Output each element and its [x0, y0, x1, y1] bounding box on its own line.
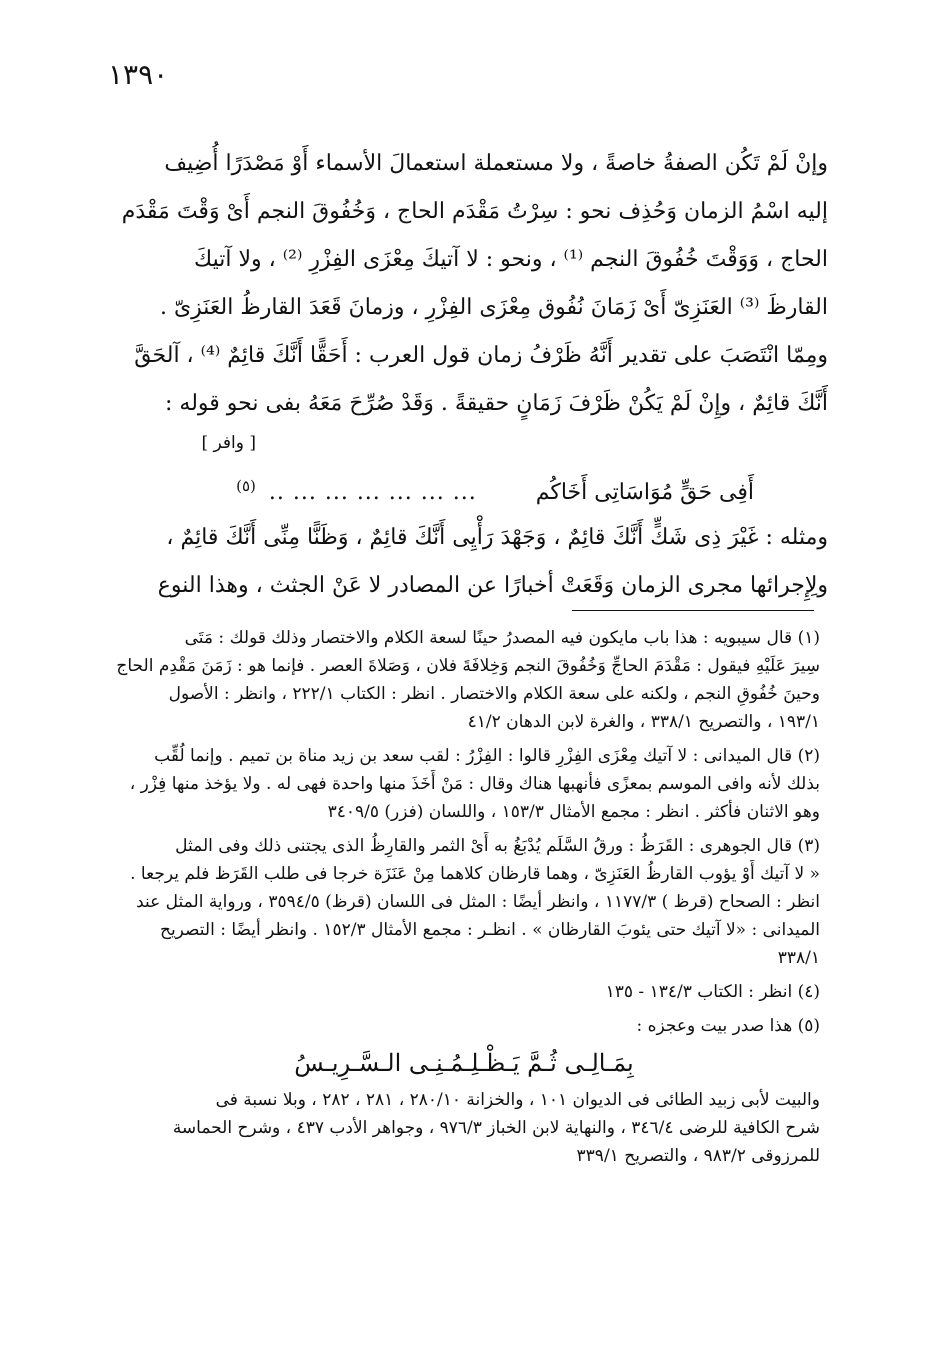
- footnote-line: سِيرَ عَلَيْهِ فيقول : مَقْدَمَ الحاجِّ وَخُفُوقَ النجم وَخِلافَةَ فلان ، وَصَلاةَ العصر . فإنما هو : زَمَنَ مَقْدِم الحاج: [116, 656, 820, 676]
- footnote-verse: بِمَـالِـى ثُـمَّ يَـظْـلِـمُـنِـى الـسَّـرِيـسُ: [294, 1049, 634, 1077]
- footnote-line: (١) قال سيبويه : هذا باب مايكون فيه المصدرُ حينًا لسعة الكلام والاختصار وذلك قولك : مَتَى: [184, 628, 820, 648]
- verse-dots: ... ... ... ... ... ... ..: [268, 480, 477, 506]
- footnote-line: وهو الاثنان فأكثر . انظر : مجمع الأمثال ١٥٣/٣ ، واللسان (فزر) ٣٤٠٩/٥: [327, 802, 820, 822]
- footnotes: [108, 624, 820, 1170]
- main-line: ومِمّا انْتَصَبَ على تقدير أَنَّهُ ظَرْفُ زمان قول العرب : أَحَقًّا أَنَّكَ قائِمٌ ⁽⁴⁾ ، آلحَقَّ: [134, 343, 828, 368]
- footnote-line: « لا آتيك أَوْ يؤوب القارظُ العَنَزِىّ ، وهما قارظان كلاهما مِنْ عَنَزَة خرجا فى طلب القَرَظ فلم يرجعا .: [130, 864, 820, 884]
- footnote-line: (٥) هذا صدر بيت وعجزه :: [636, 1016, 820, 1036]
- main-line: القارظَ ⁽³⁾ العَنَزِىّ أَىْ زَمَانَ نُفُوق مِعْزَى الفِزْرِ ، وزمانَ قَعَدَ القارظُ العَنَزِىّ .: [159, 295, 828, 320]
- verse-first-hemistich: أَفِى حَقٍّ مُوَاسَاتِى أَخَاكُم: [535, 480, 754, 506]
- main-line: ومثله : غَيْرَ ذِى شَكٍّ أَنَّكَ قائِمٌ ، وَجَهْدَ رَأْيِى أَنَّكَ قائِمٌ ، وَظَنًّا مِنِّى أَنَّكَ قائِمٌ ،: [166, 525, 828, 550]
- main-line: ولِإِجرائها مجرى الزمان وَقَعَتْ أخبارًا عن المصادر لا عَنْ الجثث ، وهذا النوع: [157, 573, 828, 598]
- main-line: الحاج ، وَوَقْتَ خُفُوقَ النجم ⁽¹⁾ ، ونحو : لا آتيكَ مِعْزَى الفِزْرِ ⁽²⁾ ، ولا آتيكَ: [194, 247, 828, 272]
- footnote-line: وحينَ خُفُوقِ النجم ، ولكنه على سعة الكلام والاختصار . انظر : الكتاب ٢٢٢/١ ، وانظر : الأصول: [168, 684, 820, 704]
- footnote-line: ١٩٣/١ ، والتصريح ٣٣٨/١ ، والغرة لابن الدهان ٤١/٢: [467, 712, 820, 732]
- verse-line: [118, 458, 828, 514]
- footnote-line: (٤) انظر : الكتاب ١٣٤/٣ - ١٣٥: [605, 982, 820, 1002]
- footnote-line: (٢) قال الميدانى : لا آتيك مِعْزَى الفِزْرِ قالوا : الفِزْرُ : لقب سعد بن زيد مناة بن تميم . وإنما لُقِّب: [154, 746, 820, 766]
- main-line: وإنْ لَمْ تَكُن الصفةُ خاصةً ، ولا مستعملة استعمالَ الأسماء أَوْ مَصْدَرًا أُضِيف: [164, 151, 828, 176]
- main-text: [118, 140, 828, 610]
- footnote-line: والبيت لأبى زبيد الطائى فى الديوان ١٠١ ، والخزانة ٢٨٠/١٠ ، ٢٨١ ، ٢٨٢ ، وبلا نسبة فى: [215, 1090, 820, 1110]
- footnote-separator: [572, 610, 814, 611]
- main-line: أَنَّكَ قائِمٌ ، وإِنْ لَمْ يَكُنْ ظَرْفَ زَمَانٍ حقيقةً . وَقَدْ صُرِّحَ مَعَهُ بفى نحو قوله :: [165, 391, 828, 416]
- footnote-line: شرح الكافية للرضى ٣٤٦/٤ ، والنهاية لابن الخباز ٩٧٦/٣ ، وجواهر الأدب ٤٣٧ ، وشرح الحماسة: [172, 1118, 820, 1138]
- meter-label: [ وافر ]: [201, 433, 256, 453]
- footnote-line: (٣) قال الجوهرى : القَرَظُ : ورقُ السَّلَم يُدْبَغُ به أَىْ الثمر والقارِظُ الذى يجتنى ذلك وفى المثل: [175, 836, 820, 856]
- footnote-line: ٣٣٨/١: [777, 948, 820, 968]
- footnote-line: للمرزوقى ٩٨٣/٢ ، والتصريح ٣٣٩/١: [576, 1146, 820, 1166]
- footnote-line: انظر : الصحاح (قرظ ) ١١٧٧/٣ ، وانظر أيضًا : المثل فى اللسان (قرظ) ٣٥٩٤/٥ ، ورواية المثل عند: [136, 892, 820, 912]
- page-number: ١٣٩٠: [108, 58, 169, 91]
- main-line: إليه اسْمُ الزمان وَحُذِف نحو : سِرْتُ مَقْدَم الحاج ، وَخُفُوقَ النجم أَىْ وَقْتَ مَقْدَم: [121, 199, 828, 224]
- footnote-line: الميدانى : «لا آتيك حتى يئوبَ القارظان » . انظـر : مجمع الأمثال ١٥٢/٣ . وانظر أيضًا : التصريح: [159, 920, 820, 940]
- verse-footnote-ref: (٥): [236, 477, 256, 495]
- footnote-line: بذلك لأنه وافى الموسم بمعزًى فأنهبها هناك وقال : مَنْ أَخَذَ منها واحدة فهى له . ولا يؤخذ منها فِزْر ،: [129, 774, 820, 794]
